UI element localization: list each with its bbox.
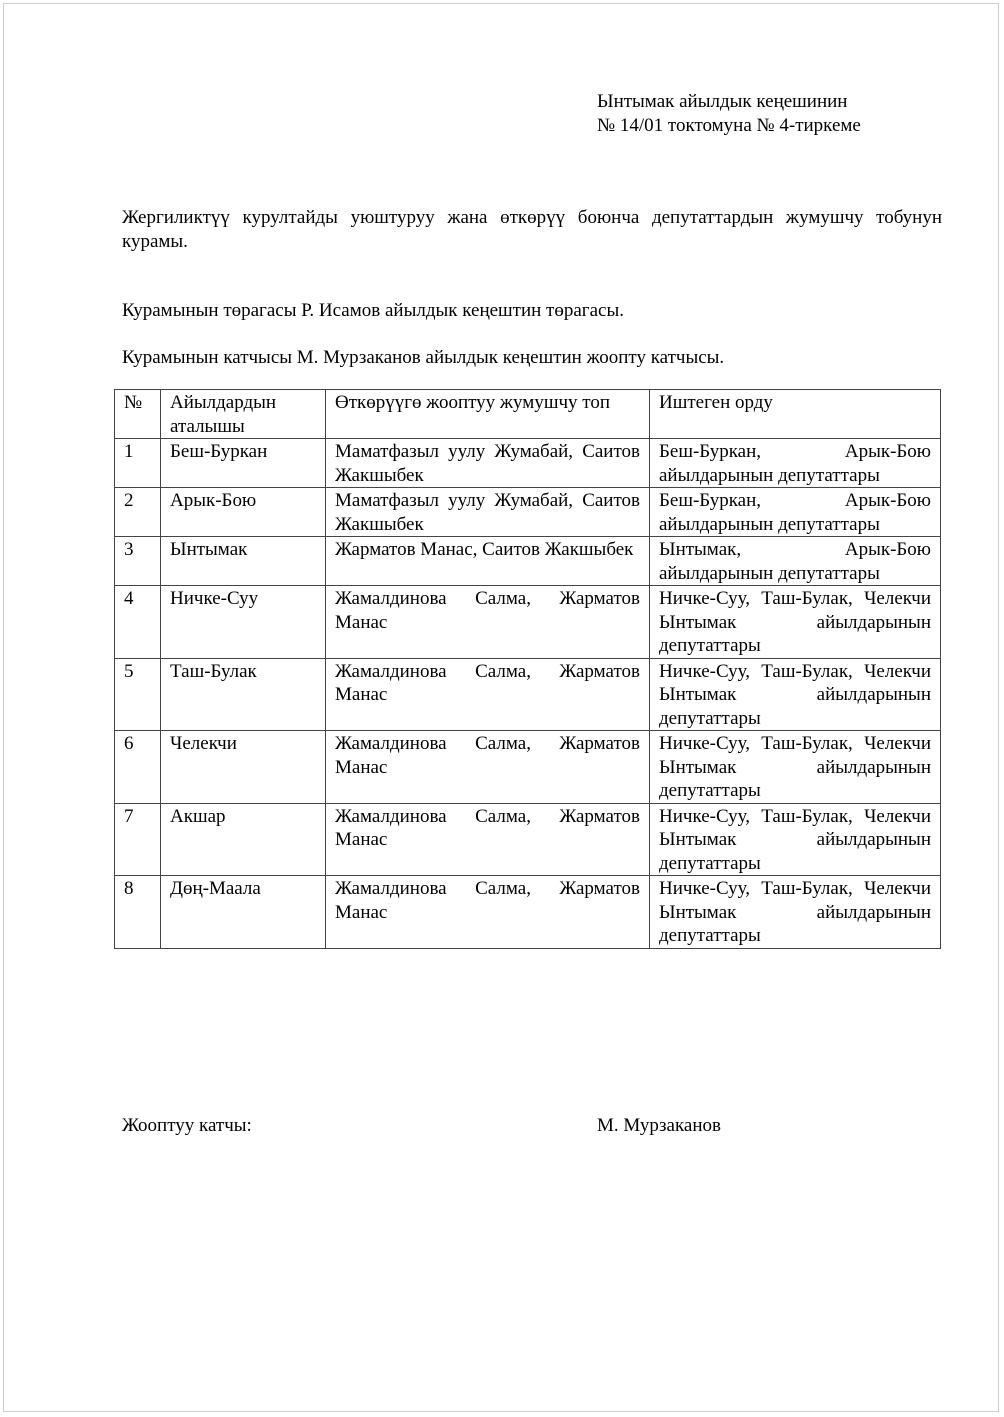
village-name-cell: Беш-Буркан xyxy=(161,439,326,488)
table-row xyxy=(115,876,941,949)
table-row xyxy=(115,439,941,488)
workplace-cell: Ничке-Суу, Таш-Булак, Челекчи Ынтымак айылдарынын депутаттары xyxy=(650,876,941,949)
row-number-cell: 5 xyxy=(115,658,161,731)
village-name-cell: Арык-Бою xyxy=(161,488,326,537)
annex-line-1: Ынтымак айылдык кеңешинин xyxy=(597,91,848,112)
row-number-cell: 6 xyxy=(115,731,161,804)
village-name-cell: Дөң-Маала xyxy=(161,876,326,949)
workplace-cell: Беш-Буркан, Арык-Бою айылдарынын депутаттары xyxy=(650,439,941,488)
working-group-cell: Маматфазыл уулу Жумабай, Саитов Жакшыбек xyxy=(326,439,650,488)
working-group-table xyxy=(114,389,941,949)
table-row xyxy=(115,586,941,659)
working-group-cell: Жамалдинова Салма, Жарматов Манас xyxy=(326,586,650,659)
header-village-name: Айылдардын аталышы xyxy=(161,390,326,439)
village-name-cell: Ынтымак xyxy=(161,537,326,586)
row-number-cell: 2 xyxy=(115,488,161,537)
working-group-cell: Жарматов Манас, Саитов Жакшыбек xyxy=(326,537,650,586)
table-body xyxy=(115,439,941,949)
workplace-cell: Ничке-Суу, Таш-Булак, Челекчи Ынтымак айылдарынын депутаттары xyxy=(650,803,941,876)
table-row xyxy=(115,731,941,804)
working-group-cell: Жамалдинова Салма, Жарматов Манас xyxy=(326,731,650,804)
table-row xyxy=(115,803,941,876)
annex-reference xyxy=(597,90,861,138)
footer-name: М. Мурзаканов xyxy=(597,1115,722,1136)
row-number-cell: 4 xyxy=(115,586,161,659)
working-group-cell: Жамалдинова Салма, Жарматов Манас xyxy=(326,803,650,876)
workplace-cell: Ничке-Суу, Таш-Булак, Челекчи Ынтымак айылдарынын депутаттары xyxy=(650,731,941,804)
document-page xyxy=(3,3,999,1412)
workplace-cell: Ынтымак, Арык-Бою айылдарынын депутаттары xyxy=(650,537,941,586)
workplace-cell: Беш-Буркан, Арык-Бою айылдарынын депутаттары xyxy=(650,488,941,537)
header-workplace: Иштеген орду xyxy=(650,390,941,439)
row-number-cell: 3 xyxy=(115,537,161,586)
table-row xyxy=(115,537,941,586)
village-name-cell: Челекчи xyxy=(161,731,326,804)
row-number-cell: 8 xyxy=(115,876,161,949)
village-name-cell: Ничке-Суу xyxy=(161,586,326,659)
annex-line-2: № 14/01 токтомуна № 4-тиркеме xyxy=(597,115,861,136)
secretary-line: Курамынын катчысы М. Мурзаканов айылдык кеңештин жоопту катчысы. xyxy=(122,347,725,368)
table-row xyxy=(115,488,941,537)
working-group-cell: Жамалдинова Салма, Жарматов Манас xyxy=(326,658,650,731)
village-name-cell: Акшар xyxy=(161,803,326,876)
table-row xyxy=(115,658,941,731)
workplace-cell: Ничке-Суу, Таш-Булак, Челекчи Ынтымак айылдарынын депутаттары xyxy=(650,658,941,731)
row-number-cell: 7 xyxy=(115,803,161,876)
village-name-cell: Таш-Булак xyxy=(161,658,326,731)
footer-role: Жооптуу катчы: xyxy=(122,1115,252,1136)
workplace-cell: Ничке-Суу, Таш-Булак, Челекчи Ынтымак айылдарынын депутаттары xyxy=(650,586,941,659)
header-working-group: Өткөрүүгө жооптуу жумушчу топ xyxy=(326,390,650,439)
header-number: № xyxy=(115,390,161,439)
working-group-cell: Маматфазыл уулу Жумабай, Саитов Жакшыбек xyxy=(326,488,650,537)
working-group-cell: Жамалдинова Салма, Жарматов Манас xyxy=(326,876,650,949)
chair-line: Курамынын төрагасы Р. Исамов айылдык кеңештин төрагасы. xyxy=(122,300,624,321)
row-number-cell: 1 xyxy=(115,439,161,488)
table-header-row xyxy=(115,390,941,439)
document-heading: Жергиликтүү курултайды уюштуруу жана өткөрүү боюнча депутаттардын жумушчу тобунун курамы. xyxy=(122,207,942,252)
